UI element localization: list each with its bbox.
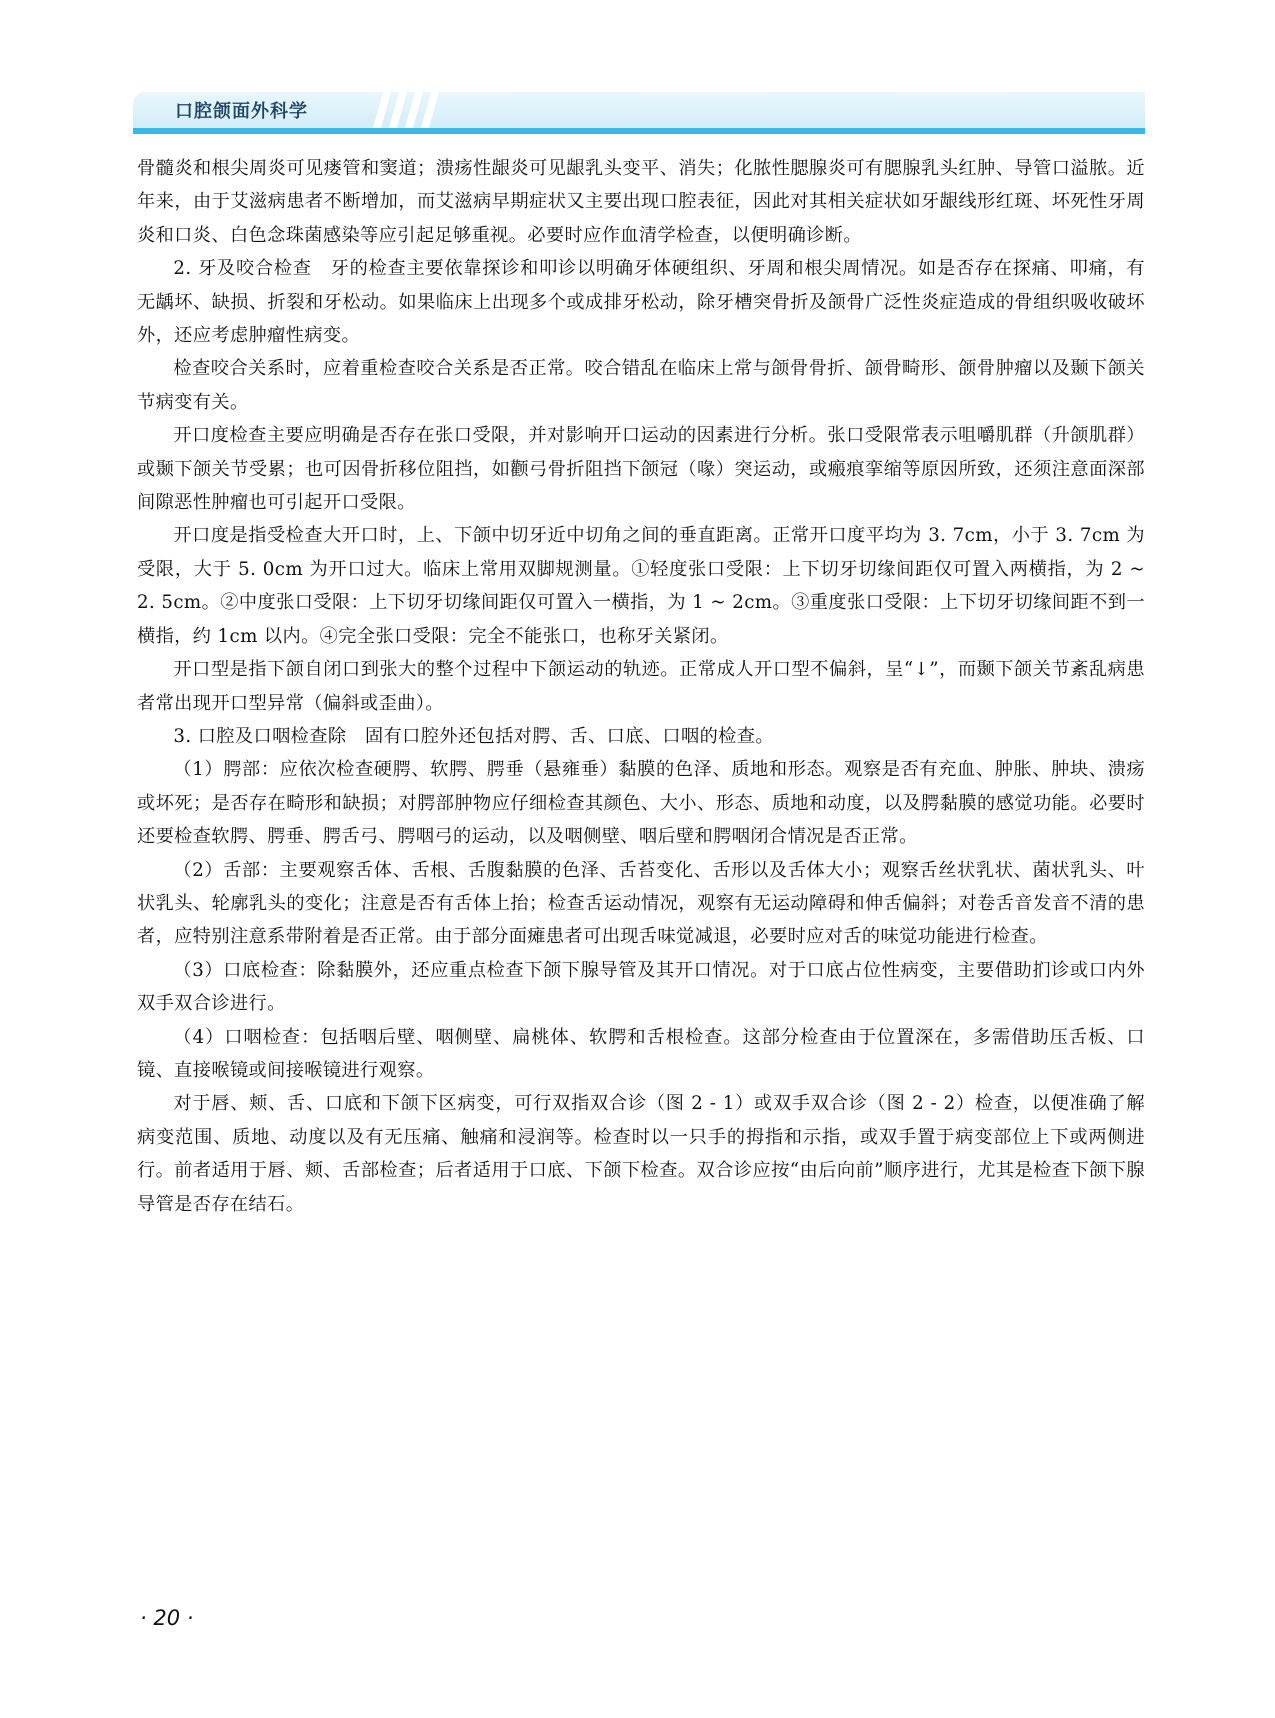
running-header: [133, 92, 1145, 134]
header-rule: [133, 128, 1145, 134]
paragraph: 开口型是指下颌自闭口到张大的整个过程中下颌运动的轨迹。正常成人开口型不偏斜，呈“↓”，而颞下颌关节紊乱病患者常出现开口型异常（偏斜或歪曲）。: [137, 659, 1145, 714]
body-text: [137, 152, 1145, 1221]
paragraph: （2）舌部：主要观察舌体、舌根、舌腹黏膜的色泽、舌苔变化、舌形以及舌体大小；观察舌丝状乳状、菌状乳头、叶状乳头、轮廓乳头的变化；注意是否有舌体上抬；检查舌运动情况，观察有无运动障碍和伸舌偏斜；对卷舌音发音不清的患者，应特别注意系带附着是否正常。由于部分面瘫患者可出现舌味觉减退，必要时应对舌的味觉功能进行检查。: [137, 859, 1145, 948]
paragraph: 骨髓炎和根尖周炎可见瘘管和窦道；溃疡性龈炎可见龈乳头变平、消失；化脓性腮腺炎可有腮腺乳头红肿、导管口溢脓。近年来，由于艾滋病患者不断增加，而艾滋病早期症状又主要出现口腔表征，因此对其相关症状如牙龈线形红斑、坏死性牙周炎和口炎、白色念珠菌感染等应引起足够重视。必要时应作血清学检查，以便明确诊断。: [137, 158, 1145, 246]
paragraph: 开口度是指受检查大开口时，上、下颌中切牙近中切角之间的垂直距离。正常开口度平均为 3. 7cm，小于 3. 7cm 为受限，大于 5. 0cm 为开口过大。临床上常用双脚规测量。①轻度张口受限：上下切牙切缘间距仅可置入两横指，为 2 ~ 2. 5cm。②中度张口受限：上下切牙切缘间距仅可置入一横指，为 1 ~ 2cm。③重度张口受限：上下切牙切缘间距不到一横指，约 1cm 以内。④完全张口受限：完全不能张口，也称牙关紧闭。: [137, 525, 1145, 647]
paragraph: 2. 牙及咬合检查 牙的检查主要依靠探诊和叩诊以明确牙体硬组织、牙周和根尖周情况。如是否存在探痛、叩痛，有无龋坏、缺损、折裂和牙松动。如果临床上出现多个或成排牙松动，除牙槽突骨折及颌骨广泛性炎症造成的骨组织吸收破坏外，还应考虑肿瘤性病变。: [137, 258, 1145, 347]
page-number: · 20 ·: [140, 1606, 194, 1630]
paragraph: 3. 口腔及口咽检查除 固有口腔外还包括对腭、舌、口底、口咽的检查。: [173, 725, 774, 747]
decorative-stripes-icon: [361, 92, 441, 128]
paragraph: 对于唇、颊、舌、口底和下颌下区病变，可行双指双合诊（图 2 - 1）或双手双合诊（图 2 - 2）检查，以便准确了解病变范围、质地、动度以及有无压痛、触痛和浸润等。检查时以一只手的拇指和示指，或双手置于病变部位上下或两侧进行。前者适用于唇、颊、舌部检查；后者适用于口底、下颌下检查。双合诊应按“由后向前”顺序进行，尤其是检查下颌下腺导管是否存在结石。: [137, 1093, 1145, 1215]
paragraph: 检查咬合关系时，应着重检查咬合关系是否正常。咬合错乱在临床上常与颌骨骨折、颌骨畸形、颌骨肿瘤以及颞下颌关节病变有关。: [137, 358, 1145, 413]
paragraph: （3）口底检查：除黏膜外，还应重点检查下颌下腺导管及其开口情况。对于口底占位性病变，主要借助扪诊或口内外双手双合诊进行。: [137, 959, 1145, 1015]
header-title: 口腔颌面外科学: [175, 101, 308, 122]
paragraph: （1）腭部：应依次检查硬腭、软腭、腭垂（悬雍垂）黏膜的色泽、质地和形态。观察是否有充血、肿胀、肿块、溃疡或坏死；是否存在畸形和缺损；对腭部肿物应仔细检查其颜色、大小、形态、质地和动度，以及腭黏膜的感觉功能。必要时还要检查软腭、腭垂、腭舌弓、腭咽弓的运动，以及咽侧壁、咽后壁和腭咽闭合情况是否正常。: [137, 759, 1145, 848]
paragraph: 开口度检查主要应明确是否存在张口受限，并对影响开口运动的因素进行分析。张口受限常表示咀嚼肌群（升颌肌群）或颞下颌关节受累；也可因骨折移位阻挡，如颧弓骨折阻挡下颌冠（喙）突运动，或瘢痕挛缩等原因所致，还须注意面深部间隙恶性肿瘤也可引起开口受限。: [137, 425, 1145, 514]
paragraph: （4）口咽检查：包括咽后壁、咽侧壁、扁桃体、软腭和舌根检查。这部分检查由于位置深在，多需借助压舌板、口镜、直接喉镜或间接喉镜进行观察。: [137, 1026, 1145, 1081]
